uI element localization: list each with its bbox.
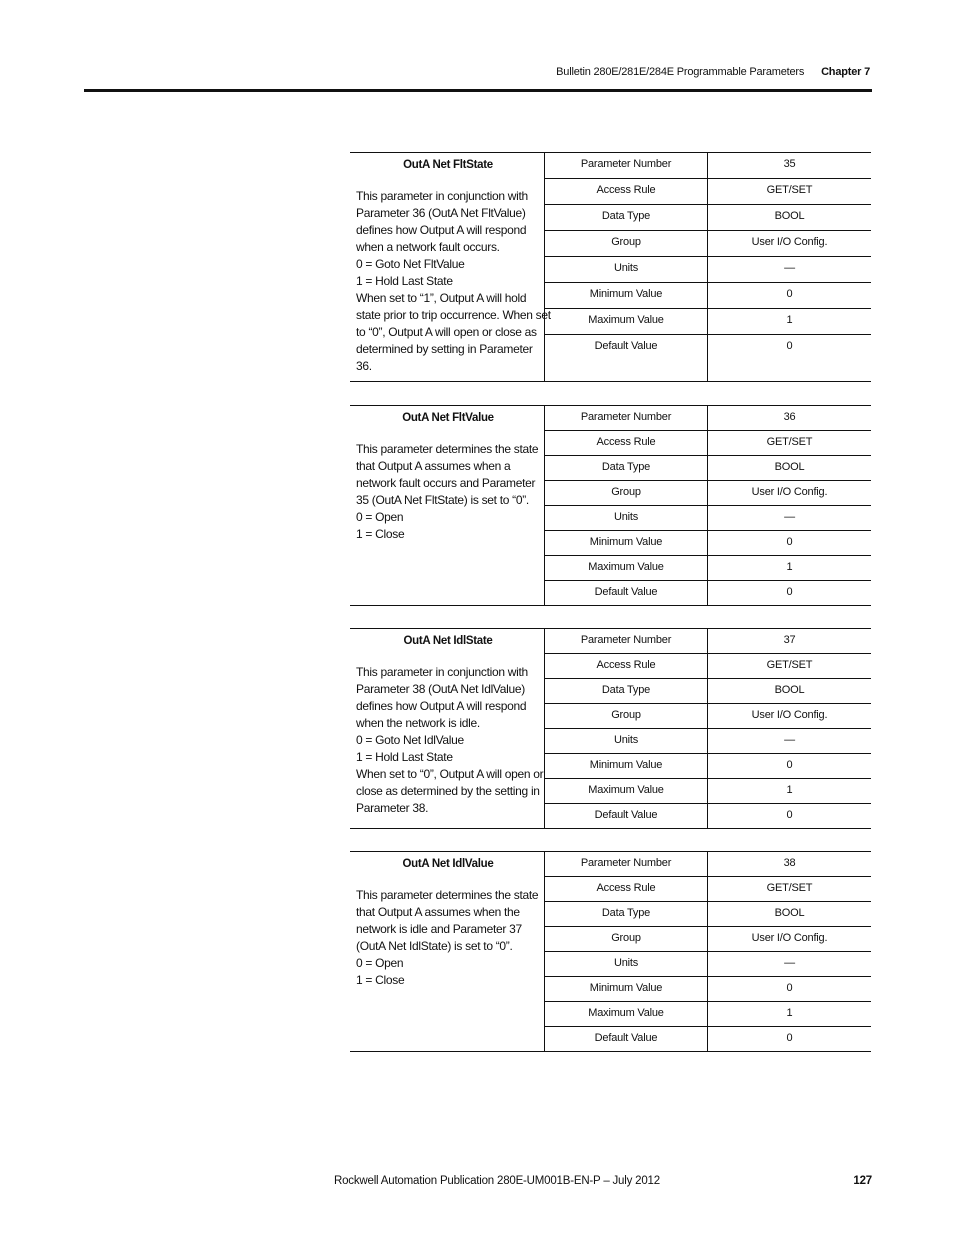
table-row <box>545 531 871 556</box>
parameter-title: OutA Net FltState <box>403 159 493 171</box>
row-label: Default Value <box>545 581 708 605</box>
row-value: — <box>784 261 795 274</box>
description-line: This parameter determines the state <box>356 888 539 902</box>
row-value: 0 <box>786 339 793 352</box>
row-label: Access Rule <box>545 431 708 455</box>
description-line: This parameter in conjunction with <box>356 189 528 203</box>
row-value: BOOL <box>774 907 805 919</box>
row-value: 35 <box>783 158 796 170</box>
attribute-grid <box>545 153 871 381</box>
description-line: Parameter 38. <box>356 801 429 815</box>
header-title: Bulletin 280E/281E/284E Programmable Parameters <box>556 66 805 78</box>
description-line: state prior to trip occurrence. When set <box>356 308 551 322</box>
parameter-title: OutA Net IdlState <box>403 635 493 647</box>
row-value: User I/O Config. <box>751 709 828 721</box>
row-value: GET/SET <box>766 882 813 894</box>
parameter-title: OutA Net IdlValue <box>402 858 494 870</box>
table-row <box>545 729 871 754</box>
row-value: User I/O Config. <box>751 932 828 944</box>
page-header <box>556 66 870 78</box>
row-label: Default Value <box>545 335 708 381</box>
row-value: 37 <box>783 634 796 646</box>
parameter-table <box>350 851 871 1052</box>
row-value: BOOL <box>774 461 805 473</box>
table-row <box>545 877 871 902</box>
row-label: Minimum Value <box>545 283 708 308</box>
description-line: Parameter 36 (OutA Net FltValue) <box>356 206 526 220</box>
row-label: Parameter Number <box>545 852 708 876</box>
description-line: 35 (OutA Net FltState) is set to “0”. <box>356 493 529 507</box>
table-row <box>545 679 871 704</box>
description-line: 0 = Open <box>356 956 404 970</box>
description-line: network fault occurs and Parameter <box>356 476 536 490</box>
table-row <box>545 977 871 1002</box>
table-row <box>545 283 871 309</box>
row-label: Group <box>545 704 708 728</box>
row-value: 0 <box>786 1032 793 1044</box>
row-value: GET/SET <box>766 436 813 448</box>
table-row <box>545 1027 871 1051</box>
row-value: 1 <box>786 784 793 796</box>
row-label: Maximum Value <box>545 779 708 803</box>
description-line: network is idle and Parameter 37 <box>356 922 522 936</box>
description-line: when the network is idle. <box>356 716 480 730</box>
row-label: Data Type <box>545 205 708 230</box>
row-value: 38 <box>783 857 796 869</box>
description-line: 0 = Goto Net IdlValue <box>356 733 464 747</box>
table-row <box>545 852 871 877</box>
parameter-title: OutA Net FltValue <box>402 412 494 424</box>
description-line: Parameter 38 (OutA Net IdlValue) <box>356 682 525 696</box>
description-line: 1 = Hold Last State <box>356 274 453 288</box>
row-value: 1 <box>786 561 793 573</box>
table-row <box>545 952 871 977</box>
row-value: BOOL <box>774 209 805 222</box>
row-value: — <box>784 957 795 969</box>
row-value: 0 <box>786 287 793 300</box>
description-line: This parameter in conjunction with <box>356 665 528 679</box>
description-line: This parameter determines the state <box>356 442 539 456</box>
table-row <box>545 556 871 581</box>
table-row <box>545 779 871 804</box>
table-row <box>545 704 871 729</box>
row-label: Minimum Value <box>545 531 708 555</box>
row-label: Data Type <box>545 456 708 480</box>
table-row <box>545 153 871 179</box>
table-row <box>545 754 871 779</box>
parameter-description <box>350 852 545 1051</box>
table-row <box>545 927 871 952</box>
row-label: Group <box>545 231 708 256</box>
row-value: — <box>784 734 795 746</box>
attribute-grid <box>545 852 871 1051</box>
description-line: When set to “1”, Output A will hold <box>356 291 527 305</box>
table-row <box>545 406 871 431</box>
table-row <box>545 179 871 205</box>
page-number: 127 <box>853 1175 872 1187</box>
description-line: 36. <box>356 359 372 373</box>
row-value: 0 <box>786 982 793 994</box>
row-value: 1 <box>786 313 793 326</box>
table-row <box>545 654 871 679</box>
row-value: 0 <box>786 536 793 548</box>
table-row <box>545 335 871 381</box>
description-line: that Output A assumes when a <box>356 459 511 473</box>
row-value: 0 <box>786 809 793 821</box>
table-row <box>545 804 871 828</box>
row-label: Minimum Value <box>545 977 708 1001</box>
parameter-table <box>350 628 871 829</box>
table-row <box>545 629 871 654</box>
parameter-table <box>350 405 871 606</box>
description-line: 0 = Open <box>356 510 404 524</box>
row-value: 0 <box>786 759 793 771</box>
row-value: 36 <box>783 411 796 423</box>
table-row <box>545 205 871 231</box>
table-row <box>545 257 871 283</box>
row-value: BOOL <box>774 684 805 696</box>
parameter-description <box>350 629 545 828</box>
table-row <box>545 1002 871 1027</box>
row-label: Parameter Number <box>545 153 708 178</box>
table-row <box>545 231 871 257</box>
description-line: 1 = Close <box>356 527 405 541</box>
row-label: Maximum Value <box>545 556 708 580</box>
row-label: Group <box>545 481 708 505</box>
description-line: defines how Output A will respond <box>356 699 527 713</box>
row-label: Access Rule <box>545 654 708 678</box>
description-line: defines how Output A will respond <box>356 223 527 237</box>
attribute-grid <box>545 629 871 828</box>
attribute-grid <box>545 406 871 605</box>
row-label: Access Rule <box>545 877 708 901</box>
description-line: close as determined by the setting in <box>356 784 540 798</box>
header-chapter: Chapter 7 <box>821 66 870 78</box>
row-label: Data Type <box>545 902 708 926</box>
description-line: when a network fault occurs. <box>356 240 500 254</box>
row-label: Units <box>545 506 708 530</box>
description-line: 0 = Goto Net FltValue <box>356 257 465 271</box>
parameter-description <box>350 153 551 381</box>
row-label: Group <box>545 927 708 951</box>
row-label: Units <box>545 257 708 282</box>
row-value: GET/SET <box>766 659 813 671</box>
row-label: Default Value <box>545 804 708 828</box>
table-row <box>545 456 871 481</box>
row-label: Units <box>545 729 708 753</box>
description-line: determined by setting in Parameter <box>356 342 533 356</box>
table-row <box>545 431 871 456</box>
description-line: to “0”, Output A will open or close as <box>356 325 537 339</box>
parameter-description <box>350 406 545 605</box>
table-row <box>545 902 871 927</box>
description-line: (OutA Net IdlState) is set to “0”. <box>356 939 513 953</box>
row-label: Maximum Value <box>545 309 708 334</box>
row-value: User I/O Config. <box>751 235 828 248</box>
row-value: GET/SET <box>766 183 813 196</box>
header-rule <box>84 89 872 92</box>
row-label: Minimum Value <box>545 754 708 778</box>
table-row <box>545 309 871 335</box>
table-row <box>545 506 871 531</box>
table-row <box>545 481 871 506</box>
row-label: Parameter Number <box>545 629 708 653</box>
row-label: Units <box>545 952 708 976</box>
row-label: Data Type <box>545 679 708 703</box>
row-label: Maximum Value <box>545 1002 708 1026</box>
row-label: Default Value <box>545 1027 708 1051</box>
row-value: 1 <box>786 1007 793 1019</box>
row-label: Parameter Number <box>545 406 708 430</box>
description-line: that Output A assumes when the <box>356 905 520 919</box>
parameter-table <box>350 152 871 382</box>
description-line: 1 = Hold Last State <box>356 750 453 764</box>
description-line: When set to “0”, Output A will open or <box>356 767 544 781</box>
row-value: User I/O Config. <box>751 486 828 498</box>
row-label: Access Rule <box>545 179 708 204</box>
description-line: 1 = Close <box>356 973 405 987</box>
row-value: 0 <box>786 586 793 598</box>
table-row <box>545 581 871 605</box>
publication-info: Rockwell Automation Publication 280E-UM001B-EN-P – July 2012 <box>334 1175 660 1187</box>
row-value: — <box>784 511 795 523</box>
